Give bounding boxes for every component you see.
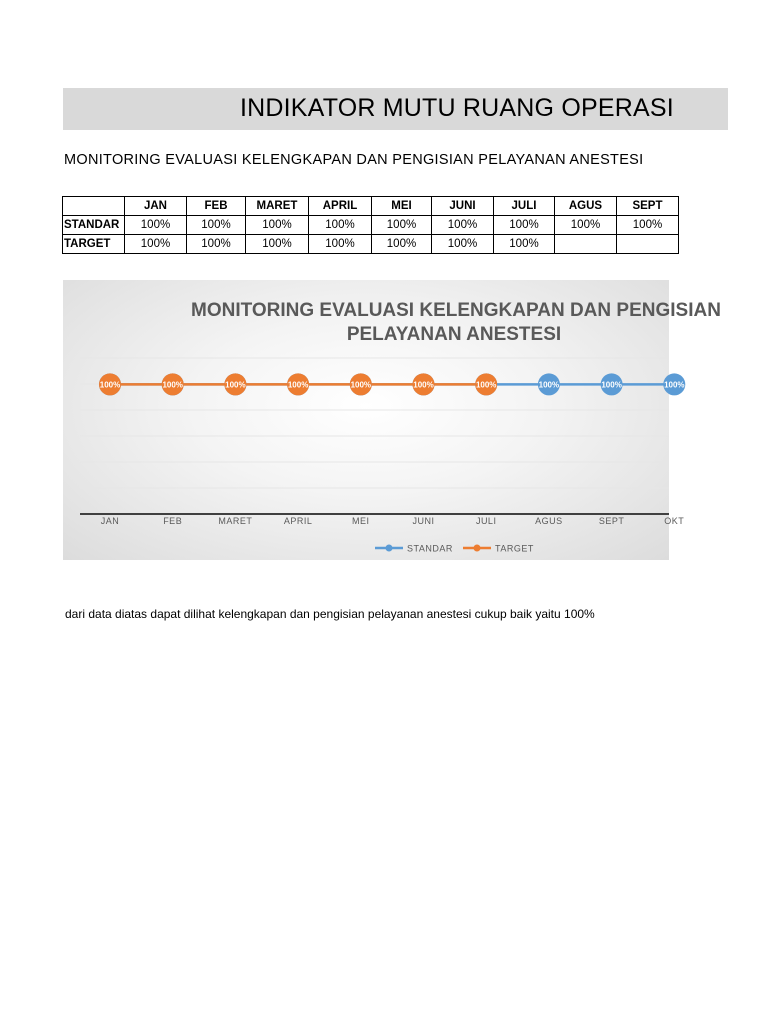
table-row-label: TARGET [63,235,125,254]
table-cell: 100% [617,216,679,235]
monitoring-table [62,196,679,254]
x-tick-label: JAN [100,516,120,526]
table-cell: 100% [125,235,187,254]
chart-title-line-1: MONITORING EVALUASI KELENGKAPAN DAN PENGISIAN [191,300,721,321]
x-tick-label: JULI [475,516,497,526]
x-tick-label: SEPT [598,516,625,526]
page-title: INDIKATOR MUTU RUANG OPERASI [240,94,674,122]
x-tick-label: FEB [163,516,183,526]
table-cell: 100% [187,235,246,254]
data-label: 100% [664,380,685,390]
table-cell: 100% [125,216,187,235]
legend-swatch-marker [386,545,393,552]
table-cell: 100% [246,216,309,235]
x-tick-label: MARET [218,516,253,526]
x-tick-label: JUNI [412,516,435,526]
data-label: 100% [538,380,560,390]
table-cell: 100% [432,235,494,254]
data-label: 100% [350,380,372,390]
table-row [63,235,679,254]
table-row-label: STANDAR [63,216,125,235]
x-tick-label: OKT [664,516,685,526]
table-header-cell: JULI [494,197,555,216]
table-cell: 100% [309,216,372,235]
table-header-cell: APRIL [309,197,372,216]
table-row [63,216,679,235]
table-cell: 100% [372,216,432,235]
table-cell [617,235,679,254]
table-cell: 100% [432,216,494,235]
title-bar [63,88,728,130]
table-cell: 100% [246,235,309,254]
data-label: 100% [162,380,183,390]
table-cell: 100% [494,235,555,254]
data-label: 100% [287,380,309,390]
data-label: 100% [225,380,246,390]
data-label: 100% [475,380,497,390]
table-cell: 100% [494,216,555,235]
table-cell: 100% [372,235,432,254]
table-cell: 100% [187,216,246,235]
table-cell: 100% [309,235,372,254]
data-label: 100% [99,380,121,390]
conclusion-text: dari data diatas dapat dilihat kelengkapan dan pengisian pelayanan anestesi cukup baik yaitu 100% [65,607,595,621]
legend-swatch-marker [474,545,481,552]
section-subtitle: MONITORING EVALUASI KELENGKAPAN DAN PENGISIAN PELAYANAN ANESTESI [64,152,644,168]
table-corner-cell [63,197,125,216]
table-header-cell: MEI [372,197,432,216]
x-tick-label: APRIL [283,516,313,526]
line-chart [63,280,721,560]
title-clip [63,88,674,130]
table-header-cell: FEB [187,197,246,216]
x-tick-label: MEI [352,516,370,526]
table-header-cell: JAN [125,197,187,216]
table-header-cell: SEPT [617,197,679,216]
chart-title-line-2: PELAYANAN ANESTESI [346,324,562,345]
data-label: 100% [601,380,622,390]
x-tick-label: AGUS [535,516,563,526]
legend-label: STANDAR [407,543,453,554]
table-header-cell: MARET [246,197,309,216]
legend-label: TARGET [495,543,534,554]
table-cell: 100% [555,216,617,235]
table-header-cell: AGUS [555,197,617,216]
table-cell [555,235,617,254]
chart-svg [63,280,721,560]
table-header-row [63,197,679,216]
data-label: 100% [413,380,434,390]
table-header-cell: JUNI [432,197,494,216]
